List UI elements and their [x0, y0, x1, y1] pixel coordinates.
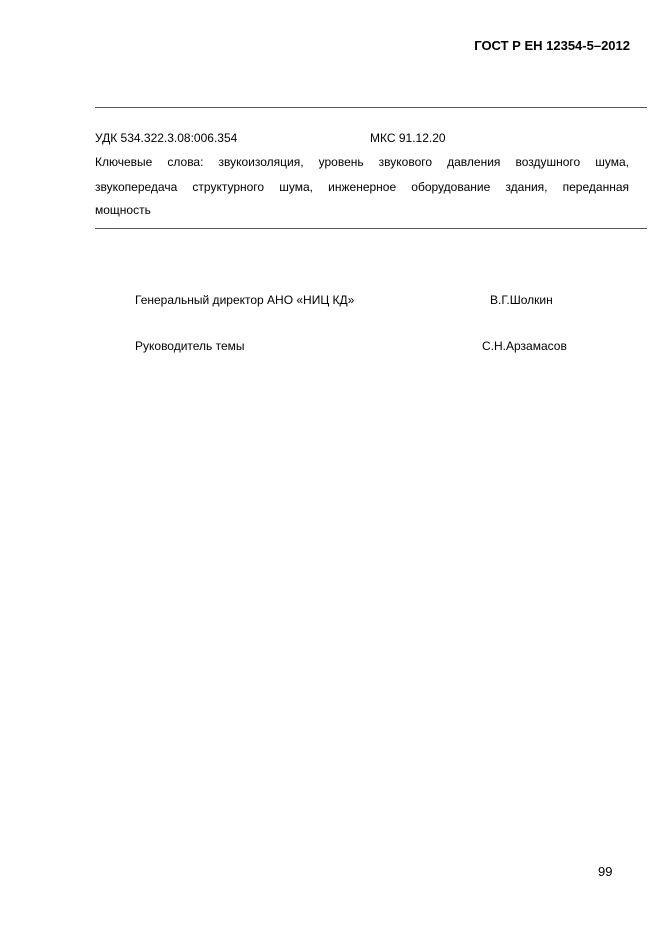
signature-name: В.Г.Шолкин	[490, 293, 553, 307]
keywords-line: Ключевые слова: звукоизоляция, уровень звукового давления воздушного шума,	[95, 155, 629, 169]
signature-position: Руководитель темы	[135, 339, 245, 353]
mks-code: МКС 91.12.20	[370, 131, 446, 145]
udk-code: УДК 534.322.3.08:006.354	[95, 131, 238, 145]
signature-name: С.Н.Арзамасов	[482, 339, 567, 353]
top-divider	[95, 107, 647, 108]
standard-code-header: ГОСТ Р ЕН 12354-5–2012	[474, 38, 630, 53]
page-number: 99	[598, 864, 613, 879]
keywords-line: мощность	[95, 203, 151, 217]
keywords-line: звукопередача структурного шума, инженерное оборудование здания, переданная	[95, 180, 629, 194]
bottom-divider	[95, 228, 647, 229]
signature-position: Генеральный директор АНО «НИЦ КД»	[135, 293, 355, 307]
